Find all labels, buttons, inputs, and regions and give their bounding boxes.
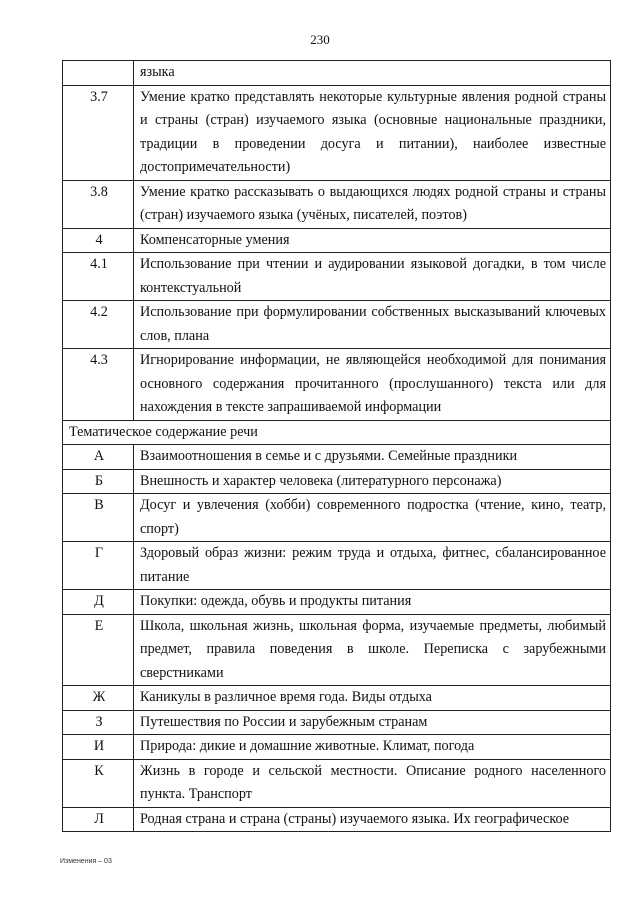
row-code: Д (63, 590, 134, 615)
table-row (63, 494, 611, 542)
row-code: К (63, 759, 134, 807)
table-row (63, 807, 611, 832)
row-description: Умение кратко рассказывать о выдающихся людях родной страны и страны (стран) изучаемого языка (учёных, писателей, поэтов) (134, 180, 611, 228)
row-description: Компенсаторные умения (134, 228, 611, 253)
table-row (63, 759, 611, 807)
table-row (63, 61, 611, 86)
row-code: З (63, 710, 134, 735)
row-code: 3.8 (63, 180, 134, 228)
section-header-row (63, 420, 611, 445)
row-code: 4.3 (63, 349, 134, 421)
row-code: Г (63, 542, 134, 590)
row-description: Путешествия по России и зарубежным странам (134, 710, 611, 735)
row-description: языка (134, 61, 611, 86)
table-row (63, 710, 611, 735)
table-row (63, 469, 611, 494)
row-description: Здоровый образ жизни: режим труда и отдыха, фитнес, сбалансированное питание (134, 542, 611, 590)
row-code: А (63, 445, 134, 470)
row-description: Досуг и увлечения (хобби) современного подростка (чтение, кино, театр, спорт) (134, 494, 611, 542)
row-code: 3.7 (63, 85, 134, 180)
footer-note: Изменения – 03 (60, 858, 112, 865)
row-code: 4.2 (63, 301, 134, 349)
row-description: Внешность и характер человека (литературного персонажа) (134, 469, 611, 494)
row-description: Покупки: одежда, обувь и продукты питания (134, 590, 611, 615)
table-body (63, 61, 611, 832)
table-row (63, 445, 611, 470)
section-title: Тематическое содержание речи (63, 420, 611, 445)
table-row (63, 349, 611, 421)
table-row (63, 253, 611, 301)
page-number: 230 (310, 32, 330, 47)
table-row (63, 686, 611, 711)
row-description: Школа, школьная жизнь, школьная форма, изучаемые предметы, любимый предмет, правила поведения в школе. Переписка с зарубежными сверстниками (134, 614, 611, 686)
row-description: Игнорирование информации, не являющейся необходимой для понимания основного содержания прочитанного (прослушанного) текста или для нахождения в тексте запрашиваемой информации (134, 349, 611, 421)
row-description: Родная страна и страна (страны) изучаемого языка. Их географическое (134, 807, 611, 832)
row-code: 4 (63, 228, 134, 253)
row-code: Е (63, 614, 134, 686)
row-description: Природа: дикие и домашние животные. Климат, погода (134, 735, 611, 760)
table-row (63, 735, 611, 760)
table-row (63, 228, 611, 253)
row-code: Б (63, 469, 134, 494)
row-code: В (63, 494, 134, 542)
table-row (63, 85, 611, 180)
table-row (63, 301, 611, 349)
table-row (63, 180, 611, 228)
row-code: Ж (63, 686, 134, 711)
row-description: Взаимоотношения в семье и с друзьями. Семейные праздники (134, 445, 611, 470)
content-table (62, 60, 611, 832)
row-code (63, 61, 134, 86)
row-code: Л (63, 807, 134, 832)
row-code: 4.1 (63, 253, 134, 301)
row-code: И (63, 735, 134, 760)
table-row (63, 590, 611, 615)
row-description: Жизнь в городе и сельской местности. Описание родного населенного пункта. Транспорт (134, 759, 611, 807)
row-description: Использование при формулировании собственных высказываний ключевых слов, плана (134, 301, 611, 349)
row-description: Каникулы в различное время года. Виды отдыха (134, 686, 611, 711)
table-row (63, 614, 611, 686)
row-description: Использование при чтении и аудировании языковой догадки, в том числе контекстуальной (134, 253, 611, 301)
row-description: Умение кратко представлять некоторые культурные явления родной страны и страны (стран) изучаемого языка (основные национальные праздники, традиции в проведении досуга и питании), наиболее известные достопримечательности) (134, 85, 611, 180)
table-row (63, 542, 611, 590)
